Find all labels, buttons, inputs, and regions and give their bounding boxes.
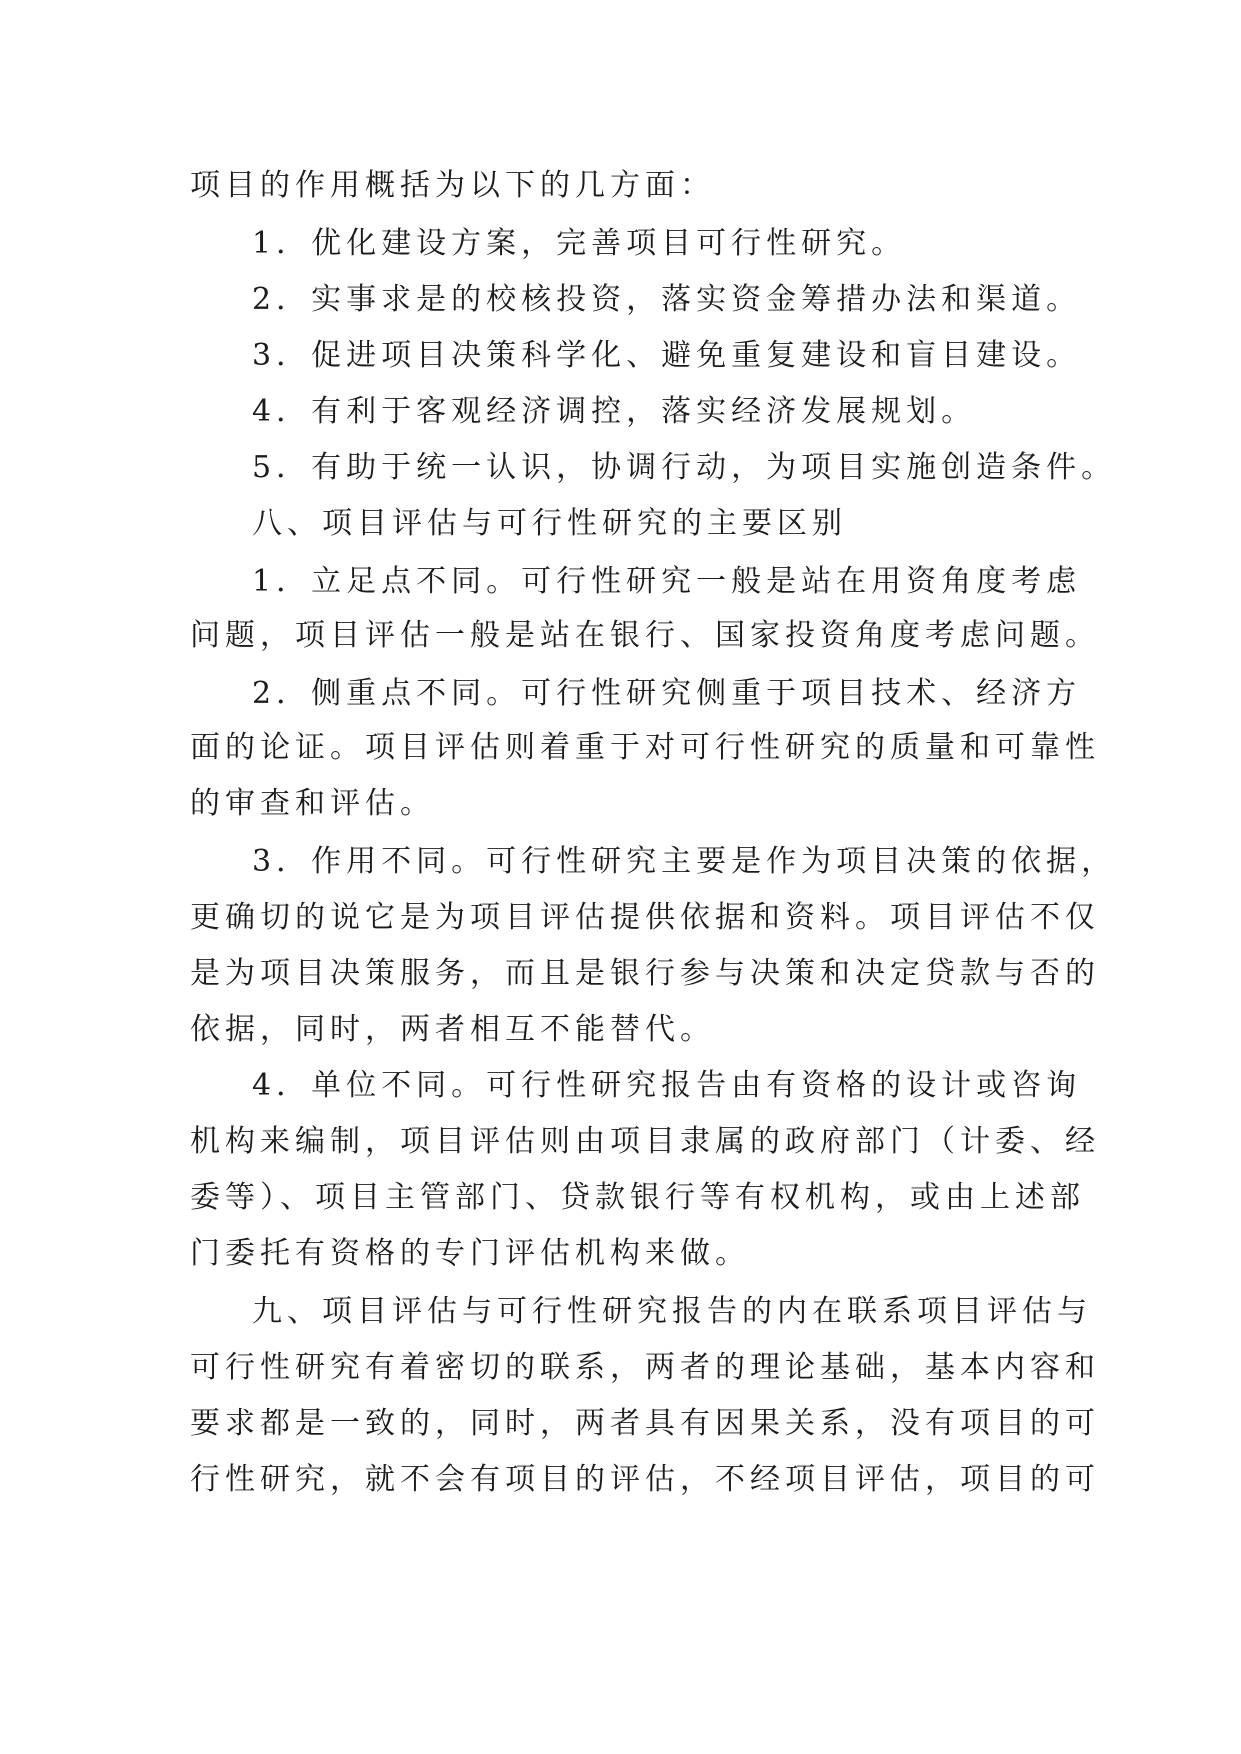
text-line: 2．侧重点不同。可行性研究侧重于项目技术、经济方	[252, 676, 1082, 711]
section-heading: 九、项目评估与可行性研究报告的内在联系项目评估与	[252, 1294, 1092, 1329]
text-line: 依据，同时，两者相互不能替代。	[190, 1012, 715, 1047]
text-line: 要求都是一致的，同时，两者具有因果关系，没有项目的可	[190, 1406, 1100, 1441]
text-line: 3．作用不同。可行性研究主要是作为项目决策的依据，	[252, 844, 1117, 879]
list-item: 1．优化建设方案，完善项目可行性研究。	[252, 226, 907, 261]
list-item: 3．促进项目决策科学化、避免重复建设和盲目建设。	[252, 338, 1082, 373]
section-heading: 八、项目评估与可行性研究的主要区别	[252, 506, 847, 541]
list-item: 5．有助于统一认识，协调行动，为项目实施创造条件。	[252, 450, 1117, 485]
text-line: 是为项目决策服务，而且是银行参与决策和决定贷款与否的	[190, 956, 1100, 991]
text-line: 项目的作用概括为以下的几方面：	[190, 168, 715, 203]
text-line: 可行性研究有着密切的联系，两者的理论基础，基本内容和	[190, 1350, 1100, 1385]
text-line: 更确切的说它是为项目评估提供依据和资料。项目评估不仅	[190, 900, 1100, 935]
text-line: 面的论证。项目评估则着重于对可行性研究的质量和可靠性	[190, 730, 1100, 765]
text-line: 行性研究，就不会有项目的评估，不经项目评估，项目的可	[190, 1462, 1100, 1497]
list-item: 2．实事求是的校核投资，落实资金筹措办法和渠道。	[252, 282, 1082, 317]
text-line: 问题，项目评估一般是站在银行、国家投资角度考虑问题。	[190, 618, 1100, 653]
text-line: 机构来编制，项目评估则由项目隶属的政府部门（计委、经	[190, 1124, 1100, 1159]
text-line: 的审查和评估。	[190, 786, 435, 821]
text-line: 门委托有资格的专门评估机构来做。	[190, 1236, 750, 1271]
text-line: 4．单位不同。可行性研究报告由有资格的设计或咨询	[252, 1068, 1082, 1103]
text-line: 委等）、项目主管部门、贷款银行等有权机构，或由上述部	[190, 1180, 1085, 1215]
list-item: 4．有利于客观经济调控，落实经济发展规划。	[252, 394, 977, 429]
text-line: 1．立足点不同。可行性研究一般是站在用资角度考虑	[252, 564, 1082, 599]
